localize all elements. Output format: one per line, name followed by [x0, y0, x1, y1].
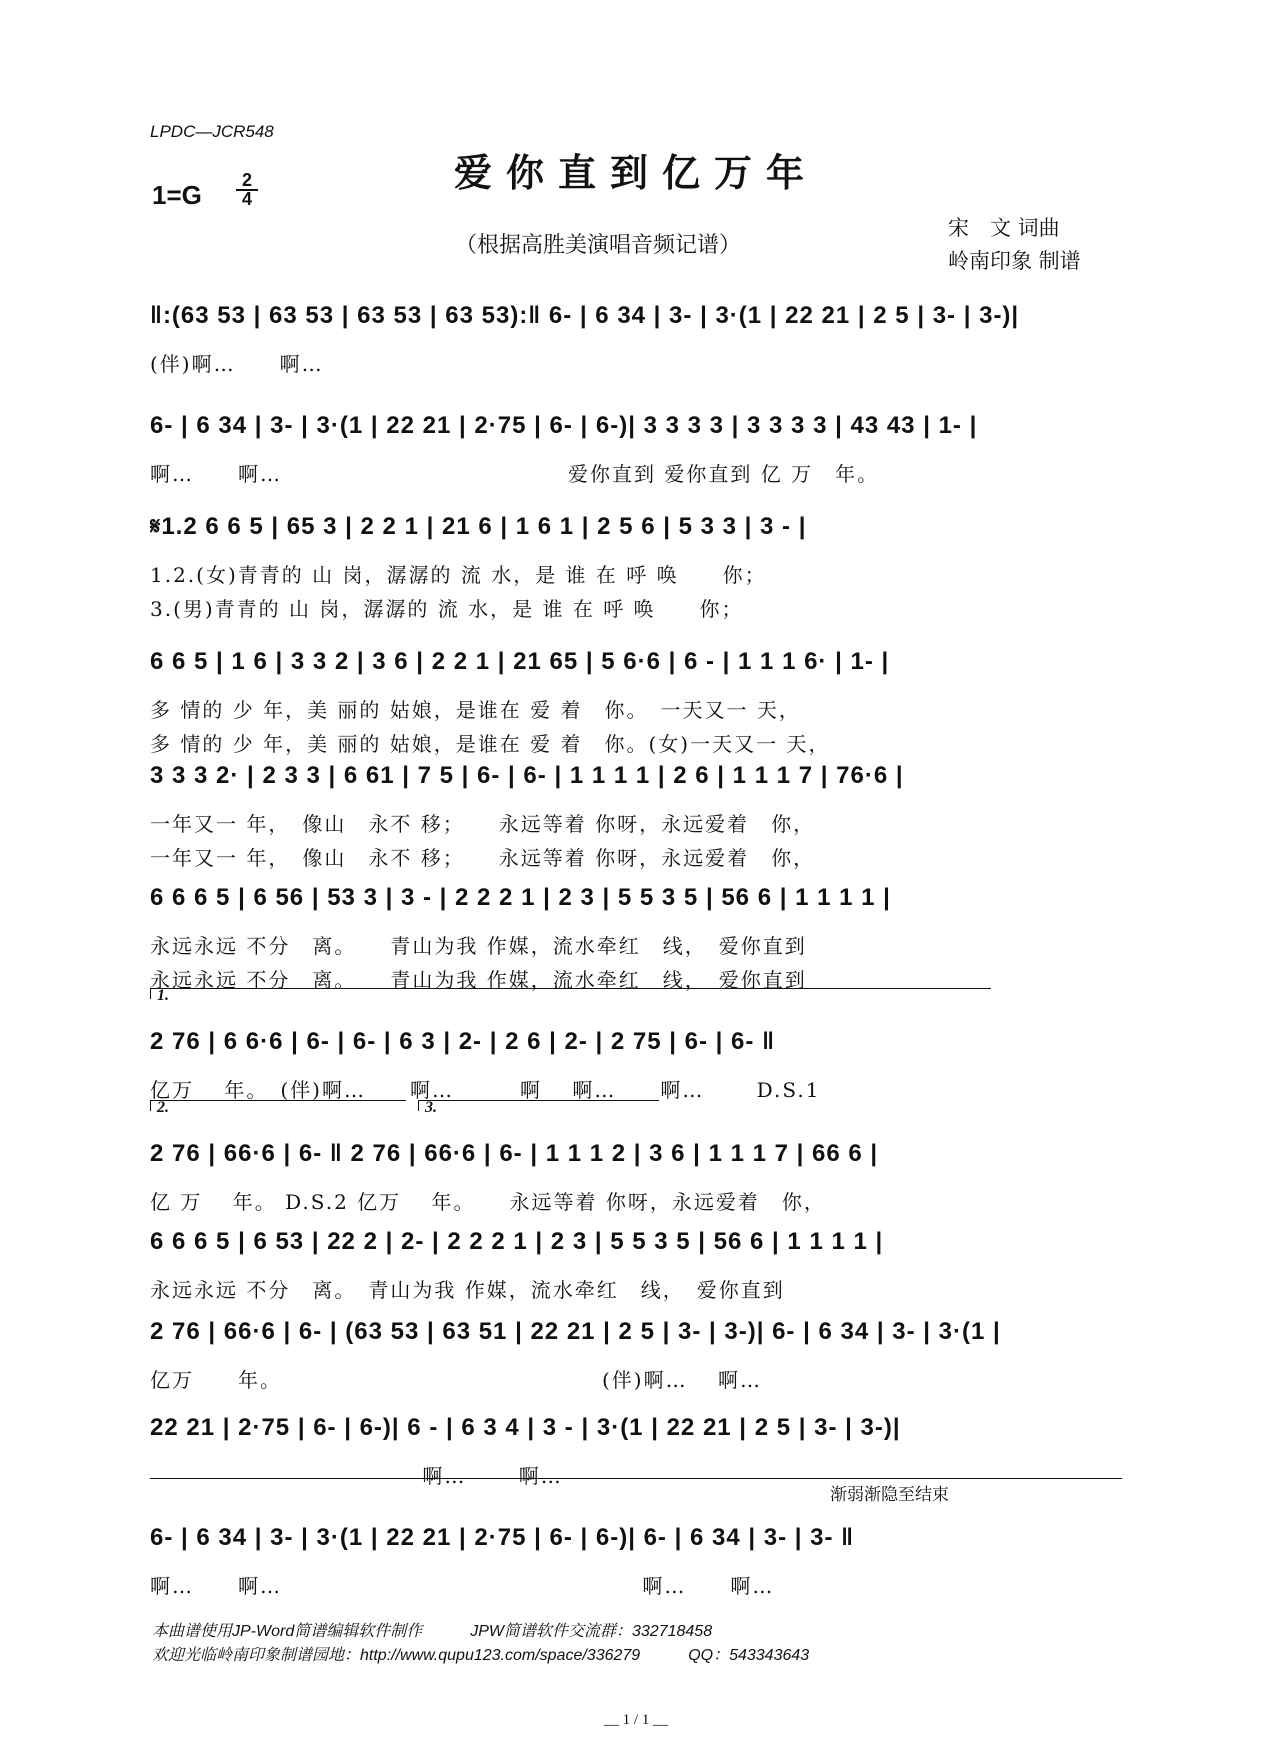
- lyric-line: 多 情的 少 年，美 丽的 姑娘，是谁在 爱 着 你。(女)一天又一 天，: [150, 732, 831, 756]
- lyric-line: 一年又一 年， 像山 永不 移； 永远等着 你呀，永远爱着 你，: [150, 846, 816, 870]
- song-title: 爱你直到亿万年: [453, 150, 818, 195]
- lyric-line: 亿 万 年。 D.S.2 亿万 年。 永远等着 你呀，永远爱着 你，: [150, 1190, 826, 1214]
- arranger-credit: 岭南印象 制谱: [948, 249, 1081, 273]
- lyric-line: 亿万 年。 (伴)啊… 啊…: [150, 1368, 762, 1392]
- footer-line-2: 欢迎光临岭南印象制谱园地：http://www.qupu123.com/space/336279 QQ：543343643: [152, 1647, 810, 1664]
- key-signature: 1=G: [152, 180, 202, 210]
- note-line: 2 76 | 6 6·6 | 6- | 6- | 6 3 | 2- | 2 6 | 2- | 2 75 | 6- | 6- ‖: [150, 1028, 776, 1055]
- note-line: 6 6 6 5 | 6 53 | 22 2 | 2- | 2 2 2 1 | 2 3 | 5 5 3 5 | 56 6 | 1 1 1 1 |: [150, 1228, 884, 1255]
- lyric-line: 3.(男)青青的 山 岗，潺潺的 流 水，是 谁 在 呼 唤 你；: [150, 597, 744, 621]
- lyric-line: 永远永远 不分 离。 青山为我 作媒，流水牵红 线， 爱你直到: [150, 968, 807, 992]
- note-line: 6- | 6 34 | 3- | 3·(1 | 22 21 | 2·75 | 6- | 6-)| 6- | 6 34 | 3- | 3- ‖: [150, 1524, 855, 1551]
- volta-bracket-2: [150, 1099, 406, 1116]
- composer-credit: 宋 文 词曲: [948, 216, 1060, 240]
- note-line: 2 76 | 66·6 | 6- | (63 53 | 63 51 | 22 21 | 2 5 | 3- | 3-)| 6- | 6 34 | 3- | 3·(1 |: [150, 1318, 1001, 1345]
- lyric-line: 啊… 啊… 爱你直到 爱你直到 亿 万 年。: [150, 462, 880, 486]
- note-line: 6 6 6 5 | 6 56 | 53 3 | 3 - | 2 2 2 1 | 2 3 | 5 5 3 5 | 56 6 | 1 1 1 1 |: [150, 884, 891, 911]
- fade-instruction: 渐弱渐隐至结束: [830, 1485, 949, 1505]
- lyric-line: 一年又一 年， 像山 永不 移； 永远等着 你呀，永远爱着 你，: [150, 812, 816, 836]
- volta-bracket-1: [150, 987, 991, 1004]
- note-line: 𝄋1.2 6 6 5 | 65 3 | 2 2 1 | 21 6 | 1 6 1 | 2 5 6 | 5 3 3 | 3 - |: [150, 513, 807, 540]
- lyric-line: 啊… 啊… 啊… 啊…: [150, 1574, 775, 1598]
- page-number: __ 1 / 1 __: [603, 1712, 669, 1728]
- lyric-line: 多 情的 少 年，美 丽的 姑娘，是谁在 爱 着 你。 一天又一 天，: [150, 698, 801, 722]
- fade-line: [150, 1478, 1122, 1479]
- note-line: 6- | 6 34 | 3- | 3·(1 | 22 21 | 2·75 | 6- | 6-)| 3 3 3 3 | 3 3 3 3 | 43 43 | 1- |: [150, 412, 978, 439]
- lyric-line: (伴)啊… 啊…: [150, 352, 324, 376]
- note-line: 6 6 5 | 1 6 | 3 3 2 | 3 6 | 2 2 1 | 21 65 | 5 6·6 | 6 - | 1 1 1 6· | 1- |: [150, 648, 890, 675]
- meter-top: 2: [241, 170, 252, 190]
- volta-label-1: 1.: [157, 987, 169, 1004]
- volta-label-2: 2.: [157, 1099, 169, 1116]
- lyric-line: 啊… 啊…: [150, 1464, 563, 1488]
- lyric-line: 永远永远 不分 离。 青山为我 作媒，流水牵红 线， 爱你直到: [150, 1278, 785, 1302]
- meter-bottom: 4: [236, 189, 258, 208]
- note-line: ‖:(63 53 | 63 53 | 63 53 | 63 53):‖ 6- | 6 34 | 3- | 3·(1 | 22 21 | 2 5 | 3- | 3-)|: [150, 302, 1020, 329]
- volta-bracket-3: [418, 1099, 659, 1116]
- lyric-line: 永远永远 不分 离。 青山为我 作媒，流水牵红 线， 爱你直到: [150, 934, 807, 958]
- volta-label-3: 3.: [425, 1099, 437, 1116]
- lyric-line: 亿万 年。 (伴)啊… 啊… 啊 啊… 啊… D.S.1: [150, 1078, 821, 1102]
- footer-line-1: 本曲谱使用JP-Word简谱编辑软件制作 JPW简谱软件交流群：332718458: [152, 1623, 713, 1640]
- score-code: LPDC—JCR548: [150, 122, 274, 141]
- subtitle: （根据高胜美演唱音频记谱）: [455, 233, 742, 258]
- note-line: 2 76 | 66·6 | 6- ‖ 2 76 | 66·6 | 6- | 1 1 1 2 | 3 6 | 1 1 1 7 | 66 6 |: [150, 1140, 879, 1167]
- lyric-line: 1.2.(女)青青的 山 岗，潺潺的 流 水，是 谁 在 呼 唤 你；: [150, 563, 767, 587]
- note-line: 3 3 3 2· | 2 3 3 | 6 61 | 7 5 | 6- | 6- | 1 1 1 1 | 2 6 | 1 1 1 7 | 76·6 |: [150, 762, 904, 789]
- time-signature: [236, 172, 258, 208]
- note-line: 22 21 | 2·75 | 6- | 6-)| 6 - | 6 3 4 | 3 - | 3·(1 | 22 21 | 2 5 | 3- | 3-)|: [150, 1414, 901, 1441]
